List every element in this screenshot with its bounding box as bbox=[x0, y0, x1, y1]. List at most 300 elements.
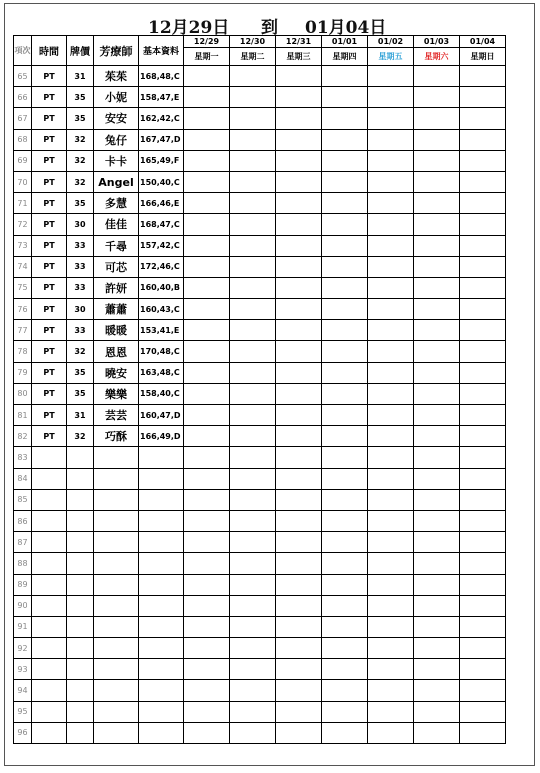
row-index: 82 bbox=[14, 426, 32, 447]
schedule-cell[interactable] bbox=[276, 108, 322, 129]
schedule-cell[interactable] bbox=[230, 129, 276, 150]
schedule-cell[interactable] bbox=[368, 722, 414, 743]
table-row bbox=[14, 595, 506, 616]
schedule-cell[interactable] bbox=[230, 468, 276, 489]
schedule-cell[interactable] bbox=[322, 553, 368, 574]
table-row bbox=[14, 150, 506, 171]
row-therapist-name: 曉安 bbox=[94, 362, 139, 383]
row-time bbox=[32, 574, 67, 595]
table-row bbox=[14, 553, 506, 574]
schedule-cell[interactable] bbox=[414, 722, 460, 743]
row-therapist-name: 兔仔 bbox=[94, 129, 139, 150]
row-therapist-name bbox=[94, 468, 139, 489]
schedule-cell[interactable] bbox=[460, 553, 506, 574]
schedule-cell[interactable] bbox=[184, 532, 230, 553]
schedule-cell[interactable] bbox=[414, 701, 460, 722]
schedule-cell[interactable] bbox=[460, 66, 506, 87]
row-time: PT bbox=[32, 235, 67, 256]
schedule-cell[interactable] bbox=[276, 341, 322, 362]
row-index: 88 bbox=[14, 553, 32, 574]
schedule-cell[interactable] bbox=[414, 426, 460, 447]
schedule-cell[interactable] bbox=[368, 595, 414, 616]
schedule-cell[interactable] bbox=[184, 701, 230, 722]
schedule-cell[interactable] bbox=[184, 616, 230, 637]
schedule-cell[interactable] bbox=[184, 553, 230, 574]
row-price bbox=[67, 532, 94, 553]
row-basic-info bbox=[139, 616, 184, 637]
schedule-cell[interactable] bbox=[322, 341, 368, 362]
schedule-cell[interactable] bbox=[368, 87, 414, 108]
schedule-cell[interactable] bbox=[230, 66, 276, 87]
schedule-cell[interactable] bbox=[368, 701, 414, 722]
schedule-cell[interactable] bbox=[368, 193, 414, 214]
schedule-cell[interactable] bbox=[368, 383, 414, 404]
schedule-cell[interactable] bbox=[460, 87, 506, 108]
row-price: 31 bbox=[67, 66, 94, 87]
schedule-cell[interactable] bbox=[414, 362, 460, 383]
row-index: 66 bbox=[14, 87, 32, 108]
row-therapist-name bbox=[94, 447, 139, 468]
schedule-cell[interactable] bbox=[230, 256, 276, 277]
row-therapist-name bbox=[94, 532, 139, 553]
schedule-cell[interactable] bbox=[230, 574, 276, 595]
row-basic-info bbox=[139, 701, 184, 722]
schedule-cell[interactable] bbox=[322, 362, 368, 383]
schedule-cell[interactable] bbox=[414, 468, 460, 489]
row-basic-info: 150,40,C bbox=[139, 171, 184, 192]
schedule-cell[interactable] bbox=[368, 320, 414, 341]
schedule-cell[interactable] bbox=[368, 256, 414, 277]
row-time: PT bbox=[32, 66, 67, 87]
row-price bbox=[67, 701, 94, 722]
schedule-cell[interactable] bbox=[460, 277, 506, 298]
schedule-cell[interactable] bbox=[322, 659, 368, 680]
schedule-cell[interactable] bbox=[460, 659, 506, 680]
row-time bbox=[32, 447, 67, 468]
schedule-cell[interactable] bbox=[322, 235, 368, 256]
row-basic-info bbox=[139, 638, 184, 659]
row-index: 83 bbox=[14, 447, 32, 468]
schedule-cell[interactable] bbox=[230, 214, 276, 235]
table-row bbox=[14, 193, 506, 214]
schedule-cell[interactable] bbox=[460, 468, 506, 489]
schedule-cell[interactable] bbox=[368, 171, 414, 192]
schedule-cell[interactable] bbox=[322, 108, 368, 129]
schedule-cell[interactable] bbox=[322, 214, 368, 235]
row-index: 69 bbox=[14, 150, 32, 171]
row-index: 72 bbox=[14, 214, 32, 235]
schedule-cell[interactable] bbox=[460, 214, 506, 235]
schedule-cell[interactable] bbox=[230, 362, 276, 383]
schedule-cell[interactable] bbox=[368, 489, 414, 510]
schedule-cell[interactable] bbox=[460, 595, 506, 616]
schedule-cell[interactable] bbox=[230, 553, 276, 574]
table-row bbox=[14, 341, 506, 362]
schedule-cell[interactable] bbox=[368, 129, 414, 150]
schedule-cell[interactable] bbox=[322, 701, 368, 722]
schedule-cell[interactable] bbox=[368, 108, 414, 129]
schedule-cell[interactable] bbox=[276, 405, 322, 426]
schedule-cell[interactable] bbox=[322, 256, 368, 277]
table-row bbox=[14, 171, 506, 192]
schedule-cell[interactable] bbox=[276, 659, 322, 680]
schedule-cell[interactable] bbox=[184, 510, 230, 531]
row-therapist-name bbox=[94, 616, 139, 637]
schedule-cell[interactable] bbox=[368, 468, 414, 489]
schedule-cell[interactable] bbox=[230, 150, 276, 171]
schedule-cell[interactable] bbox=[368, 532, 414, 553]
table-row bbox=[14, 722, 506, 743]
schedule-cell[interactable] bbox=[322, 426, 368, 447]
schedule-cell[interactable] bbox=[368, 447, 414, 468]
schedule-cell[interactable] bbox=[276, 150, 322, 171]
schedule-cell[interactable] bbox=[184, 214, 230, 235]
schedule-cell[interactable] bbox=[368, 616, 414, 637]
schedule-cell[interactable] bbox=[276, 595, 322, 616]
schedule-cell[interactable] bbox=[276, 489, 322, 510]
schedule-cell[interactable] bbox=[460, 616, 506, 637]
schedule-cell[interactable] bbox=[276, 320, 322, 341]
schedule-cell[interactable] bbox=[322, 320, 368, 341]
schedule-cell[interactable] bbox=[276, 680, 322, 701]
schedule-cell[interactable] bbox=[184, 426, 230, 447]
schedule-cell[interactable] bbox=[230, 277, 276, 298]
schedule-cell[interactable] bbox=[184, 87, 230, 108]
schedule-cell[interactable] bbox=[322, 299, 368, 320]
schedule-cell[interactable] bbox=[460, 510, 506, 531]
schedule-cell[interactable] bbox=[276, 193, 322, 214]
schedule-cell[interactable] bbox=[184, 277, 230, 298]
schedule-cell[interactable] bbox=[414, 277, 460, 298]
row-therapist-name bbox=[94, 553, 139, 574]
schedule-cell[interactable] bbox=[368, 150, 414, 171]
schedule-cell[interactable] bbox=[322, 129, 368, 150]
schedule-cell[interactable] bbox=[184, 383, 230, 404]
schedule-cell[interactable] bbox=[368, 277, 414, 298]
row-index: 79 bbox=[14, 362, 32, 383]
schedule-cell[interactable] bbox=[276, 447, 322, 468]
schedule-cell[interactable] bbox=[184, 320, 230, 341]
schedule-cell[interactable] bbox=[184, 574, 230, 595]
schedule-cell[interactable] bbox=[184, 171, 230, 192]
schedule-cell[interactable] bbox=[368, 680, 414, 701]
schedule-cell[interactable] bbox=[276, 256, 322, 277]
schedule-cell[interactable] bbox=[322, 66, 368, 87]
row-therapist-name bbox=[94, 701, 139, 722]
schedule-cell[interactable] bbox=[230, 235, 276, 256]
schedule-cell[interactable] bbox=[230, 405, 276, 426]
schedule-cell[interactable] bbox=[230, 722, 276, 743]
schedule-cell[interactable] bbox=[276, 574, 322, 595]
schedule-cell[interactable] bbox=[414, 405, 460, 426]
col-header-info: 基本資料 bbox=[139, 36, 184, 66]
schedule-cell[interactable] bbox=[230, 532, 276, 553]
schedule-cell[interactable] bbox=[276, 468, 322, 489]
row-price: 32 bbox=[67, 129, 94, 150]
schedule-cell[interactable] bbox=[460, 722, 506, 743]
row-basic-info: 166,46,E bbox=[139, 193, 184, 214]
schedule-cell[interactable] bbox=[368, 214, 414, 235]
schedule-cell[interactable] bbox=[276, 532, 322, 553]
schedule-cell[interactable] bbox=[322, 383, 368, 404]
schedule-cell[interactable] bbox=[460, 171, 506, 192]
schedule-cell[interactable] bbox=[184, 405, 230, 426]
schedule-cell[interactable] bbox=[414, 193, 460, 214]
row-price: 32 bbox=[67, 150, 94, 171]
schedule-cell[interactable] bbox=[184, 638, 230, 659]
schedule-cell[interactable] bbox=[414, 150, 460, 171]
schedule-cell[interactable] bbox=[276, 235, 322, 256]
row-therapist-name bbox=[94, 722, 139, 743]
schedule-cell[interactable] bbox=[460, 489, 506, 510]
schedule-cell[interactable] bbox=[276, 426, 322, 447]
schedule-cell[interactable] bbox=[460, 447, 506, 468]
row-price: 30 bbox=[67, 299, 94, 320]
schedule-cell[interactable] bbox=[230, 426, 276, 447]
row-index: 77 bbox=[14, 320, 32, 341]
row-therapist-name: 佳佳 bbox=[94, 214, 139, 235]
schedule-cell[interactable] bbox=[460, 680, 506, 701]
schedule-cell[interactable] bbox=[368, 638, 414, 659]
schedule-cell[interactable] bbox=[276, 214, 322, 235]
schedule-cell[interactable] bbox=[414, 87, 460, 108]
schedule-cell[interactable] bbox=[460, 532, 506, 553]
schedule-cell[interactable] bbox=[322, 722, 368, 743]
schedule-cell[interactable] bbox=[368, 66, 414, 87]
schedule-cell[interactable] bbox=[414, 341, 460, 362]
schedule-cell[interactable] bbox=[322, 468, 368, 489]
schedule-cell[interactable] bbox=[414, 235, 460, 256]
schedule-cell[interactable] bbox=[230, 489, 276, 510]
row-time: PT bbox=[32, 129, 67, 150]
row-price bbox=[67, 616, 94, 637]
schedule-cell[interactable] bbox=[184, 235, 230, 256]
row-price bbox=[67, 680, 94, 701]
row-index: 81 bbox=[14, 405, 32, 426]
schedule-cell[interactable] bbox=[322, 638, 368, 659]
schedule-cell[interactable] bbox=[276, 638, 322, 659]
schedule-cell[interactable] bbox=[322, 150, 368, 171]
schedule-cell[interactable] bbox=[184, 659, 230, 680]
schedule-cell[interactable] bbox=[460, 129, 506, 150]
schedule-cell[interactable] bbox=[276, 277, 322, 298]
schedule-cell[interactable] bbox=[414, 299, 460, 320]
schedule-cell[interactable] bbox=[460, 256, 506, 277]
row-time bbox=[32, 638, 67, 659]
schedule-cell[interactable] bbox=[368, 341, 414, 362]
schedule-cell[interactable] bbox=[184, 722, 230, 743]
schedule-cell[interactable] bbox=[368, 659, 414, 680]
row-index: 96 bbox=[14, 722, 32, 743]
schedule-cell[interactable] bbox=[460, 320, 506, 341]
schedule-cell[interactable] bbox=[184, 362, 230, 383]
schedule-cell[interactable] bbox=[230, 447, 276, 468]
schedule-cell[interactable] bbox=[230, 108, 276, 129]
schedule-cell[interactable] bbox=[322, 489, 368, 510]
schedule-cell[interactable] bbox=[276, 553, 322, 574]
schedule-cell[interactable] bbox=[184, 595, 230, 616]
schedule-cell[interactable] bbox=[460, 108, 506, 129]
schedule-cell[interactable] bbox=[184, 680, 230, 701]
schedule-cell[interactable] bbox=[368, 510, 414, 531]
schedule-cell[interactable] bbox=[230, 171, 276, 192]
schedule-cell[interactable] bbox=[230, 595, 276, 616]
schedule-cell[interactable] bbox=[276, 362, 322, 383]
schedule-cell[interactable] bbox=[230, 616, 276, 637]
schedule-cell[interactable] bbox=[460, 341, 506, 362]
schedule-cell[interactable] bbox=[322, 193, 368, 214]
schedule-cell[interactable] bbox=[414, 595, 460, 616]
schedule-cell[interactable] bbox=[414, 659, 460, 680]
row-therapist-name: 安安 bbox=[94, 108, 139, 129]
row-price bbox=[67, 553, 94, 574]
schedule-cell[interactable] bbox=[230, 680, 276, 701]
schedule-cell[interactable] bbox=[460, 383, 506, 404]
row-index: 67 bbox=[14, 108, 32, 129]
schedule-cell[interactable] bbox=[184, 150, 230, 171]
schedule-cell[interactable] bbox=[368, 426, 414, 447]
schedule-cell[interactable] bbox=[460, 701, 506, 722]
row-therapist-name: 樂樂 bbox=[94, 383, 139, 404]
schedule-cell[interactable] bbox=[322, 87, 368, 108]
row-therapist-name: 卡卡 bbox=[94, 150, 139, 171]
row-basic-info: 166,49,D bbox=[139, 426, 184, 447]
schedule-cell[interactable] bbox=[460, 362, 506, 383]
row-therapist-name: 蕭蕭 bbox=[94, 299, 139, 320]
row-index: 70 bbox=[14, 171, 32, 192]
schedule-cell[interactable] bbox=[184, 489, 230, 510]
row-therapist-name: 巧酥 bbox=[94, 426, 139, 447]
schedule-cell[interactable] bbox=[368, 299, 414, 320]
schedule-cell[interactable] bbox=[230, 701, 276, 722]
row-price: 33 bbox=[67, 320, 94, 341]
schedule-cell[interactable] bbox=[276, 701, 322, 722]
row-price: 33 bbox=[67, 256, 94, 277]
schedule-cell[interactable] bbox=[322, 595, 368, 616]
schedule-cell[interactable] bbox=[322, 405, 368, 426]
schedule-cell[interactable] bbox=[414, 66, 460, 87]
row-price: 35 bbox=[67, 362, 94, 383]
schedule-cell[interactable] bbox=[322, 574, 368, 595]
schedule-cell[interactable] bbox=[460, 426, 506, 447]
schedule-cell[interactable] bbox=[276, 510, 322, 531]
row-therapist-name: 許妍 bbox=[94, 277, 139, 298]
schedule-cell[interactable] bbox=[414, 320, 460, 341]
schedule-cell[interactable] bbox=[368, 405, 414, 426]
schedule-cell[interactable] bbox=[460, 193, 506, 214]
row-price: 35 bbox=[67, 87, 94, 108]
schedule-cell[interactable] bbox=[460, 150, 506, 171]
date-from: 12月29日 bbox=[148, 18, 230, 38]
schedule-cell[interactable] bbox=[322, 680, 368, 701]
schedule-cell[interactable] bbox=[368, 574, 414, 595]
schedule-cell[interactable] bbox=[276, 171, 322, 192]
schedule-cell[interactable] bbox=[414, 447, 460, 468]
schedule-cell[interactable] bbox=[322, 171, 368, 192]
schedule-cell[interactable] bbox=[368, 235, 414, 256]
schedule-cell[interactable] bbox=[276, 383, 322, 404]
schedule-cell[interactable] bbox=[460, 405, 506, 426]
schedule-cell[interactable] bbox=[230, 383, 276, 404]
schedule-cell[interactable] bbox=[230, 320, 276, 341]
schedule-cell[interactable] bbox=[414, 489, 460, 510]
schedule-cell[interactable] bbox=[184, 108, 230, 129]
schedule-cell[interactable] bbox=[414, 574, 460, 595]
schedule-cell[interactable] bbox=[460, 638, 506, 659]
row-basic-info: 160,47,D bbox=[139, 405, 184, 426]
schedule-cell[interactable] bbox=[230, 87, 276, 108]
row-index: 78 bbox=[14, 341, 32, 362]
schedule-cell[interactable] bbox=[368, 362, 414, 383]
schedule-cell[interactable] bbox=[184, 129, 230, 150]
schedule-cell[interactable] bbox=[276, 616, 322, 637]
schedule-cell[interactable] bbox=[184, 299, 230, 320]
schedule-cell[interactable] bbox=[322, 532, 368, 553]
schedule-cell[interactable] bbox=[230, 510, 276, 531]
schedule-cell[interactable] bbox=[276, 66, 322, 87]
schedule-cell[interactable] bbox=[230, 193, 276, 214]
schedule-cell[interactable] bbox=[414, 532, 460, 553]
schedule-cell[interactable] bbox=[230, 638, 276, 659]
row-index: 65 bbox=[14, 66, 32, 87]
schedule-cell[interactable] bbox=[184, 66, 230, 87]
header-row-dates bbox=[14, 36, 506, 48]
schedule-cell[interactable] bbox=[322, 510, 368, 531]
row-price: 32 bbox=[67, 341, 94, 362]
schedule-cell[interactable] bbox=[322, 277, 368, 298]
schedule-cell[interactable] bbox=[460, 574, 506, 595]
schedule-cell[interactable] bbox=[322, 447, 368, 468]
schedule-cell[interactable] bbox=[230, 659, 276, 680]
schedule-cell[interactable] bbox=[184, 193, 230, 214]
schedule-cell[interactable] bbox=[368, 553, 414, 574]
row-therapist-name bbox=[94, 574, 139, 595]
row-basic-info bbox=[139, 510, 184, 531]
schedule-cell[interactable] bbox=[276, 87, 322, 108]
table-row bbox=[14, 277, 506, 298]
schedule-cell[interactable] bbox=[414, 638, 460, 659]
schedule-cell[interactable] bbox=[460, 235, 506, 256]
row-price bbox=[67, 659, 94, 680]
schedule-cell[interactable] bbox=[414, 214, 460, 235]
schedule-cell[interactable] bbox=[230, 341, 276, 362]
schedule-cell[interactable] bbox=[414, 553, 460, 574]
table-row bbox=[14, 489, 506, 510]
schedule-cell[interactable] bbox=[460, 299, 506, 320]
schedule-cell[interactable] bbox=[184, 468, 230, 489]
row-basic-info bbox=[139, 468, 184, 489]
row-price bbox=[67, 595, 94, 616]
schedule-cell[interactable] bbox=[322, 616, 368, 637]
schedule-cell[interactable] bbox=[276, 299, 322, 320]
row-index: 68 bbox=[14, 129, 32, 150]
schedule-cell[interactable] bbox=[184, 341, 230, 362]
schedule-cell[interactable] bbox=[414, 680, 460, 701]
schedule-cell[interactable] bbox=[414, 129, 460, 150]
table-row bbox=[14, 320, 506, 341]
schedule-cell[interactable] bbox=[414, 383, 460, 404]
schedule-cell[interactable] bbox=[414, 256, 460, 277]
schedule-cell[interactable] bbox=[414, 510, 460, 531]
schedule-cell[interactable] bbox=[414, 616, 460, 637]
schedule-cell[interactable] bbox=[184, 256, 230, 277]
schedule-cell[interactable] bbox=[184, 447, 230, 468]
schedule-cell[interactable] bbox=[276, 129, 322, 150]
schedule-cell[interactable] bbox=[414, 171, 460, 192]
schedule-cell[interactable] bbox=[230, 299, 276, 320]
schedule-cell[interactable] bbox=[414, 108, 460, 129]
schedule-cell[interactable] bbox=[276, 722, 322, 743]
